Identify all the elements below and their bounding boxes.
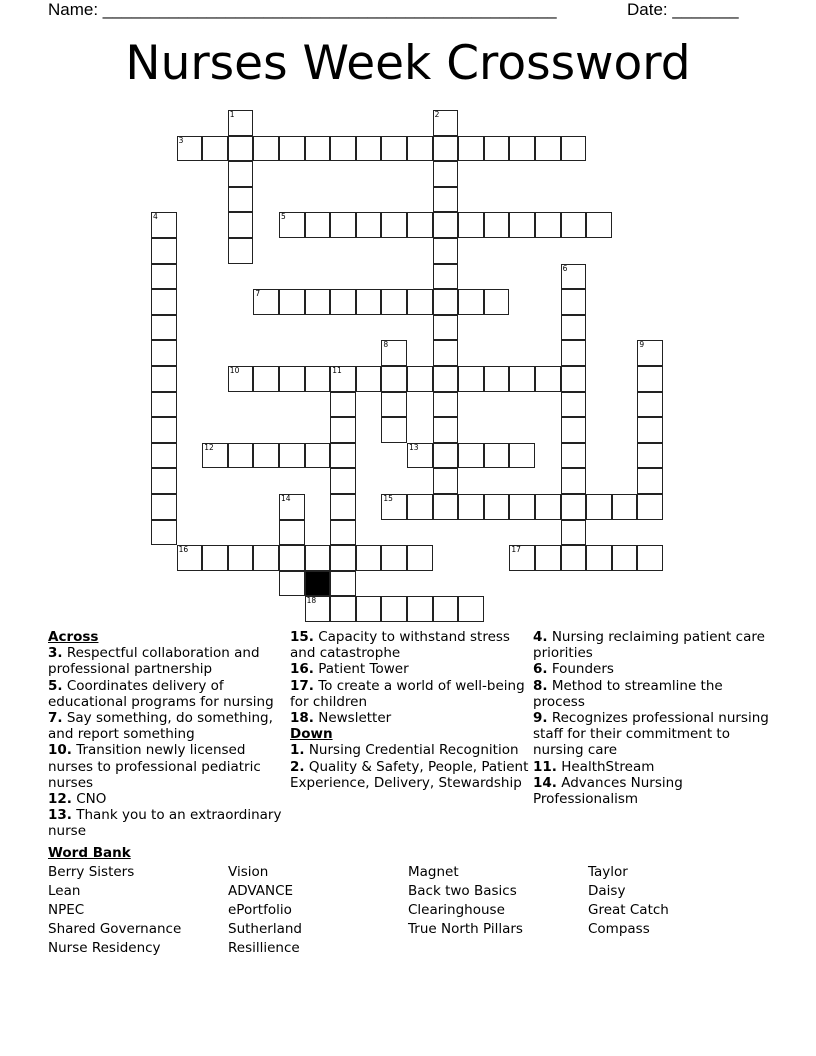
grid-cell[interactable] [458,366,484,392]
grid-cell[interactable] [381,494,407,520]
grid-cell[interactable] [330,289,356,315]
across-heading: Across [48,629,99,645]
grid-cell[interactable] [407,366,433,392]
grid-cell[interactable] [279,136,305,162]
clue-number: 1 [229,110,235,119]
grid-cell[interactable] [407,494,433,520]
clue-number: 15 [383,494,393,503]
grid-cell[interactable] [381,136,407,162]
grid-cell[interactable] [253,366,279,392]
grid-cell[interactable] [228,443,254,469]
word: Resillience [228,940,300,956]
black-cell [305,571,331,597]
grid-cell[interactable] [305,212,331,238]
clue: 1. Nursing Credential Recognition [290,742,519,759]
grid-cell[interactable] [151,520,177,546]
grid-cell[interactable] [484,136,510,162]
grid-cell[interactable] [279,443,305,469]
clue-number: 6 [562,263,568,273]
word: ePortfolio [228,902,292,918]
word: NPEC [48,902,85,918]
clue-number: 13 [409,442,419,452]
word: ADVANCE [228,883,294,899]
grid-cell[interactable] [509,366,535,392]
grid-cell[interactable] [433,212,459,238]
grid-cell[interactable] [433,161,459,187]
clue-number: 16 [178,545,189,555]
grid-cell[interactable] [330,494,356,520]
clue: 9. Recognizes professional nursing staff for their commitment to nursing care [533,710,769,759]
grid-cell[interactable] [407,136,433,162]
grid-cell[interactable] [407,545,433,571]
grid-cell[interactable] [433,366,459,392]
word-bank-column [48,863,181,958]
grid-cell[interactable] [305,596,331,622]
word: Vision [228,864,269,880]
grid-cell[interactable] [458,596,484,622]
grid-cell[interactable] [228,110,254,136]
grid-cell[interactable] [433,187,459,213]
grid-cell[interactable] [433,596,459,622]
grid-cell[interactable] [253,289,279,315]
grid-cell[interactable] [381,212,407,238]
grid-cell[interactable] [561,494,587,520]
grid-cell[interactable] [637,417,663,443]
clue: 16. Patient Tower [290,661,409,678]
clue-number: 10 [229,366,240,375]
grid-cell[interactable] [381,417,407,443]
grid-cell[interactable] [228,136,254,162]
grid-cell[interactable] [202,443,228,469]
grid-cell[interactable] [458,494,484,520]
word: Compass [588,921,650,937]
name-field[interactable]: Name: ________________________________________________ [48,0,557,19]
grid-cell[interactable] [561,417,587,443]
clue: 3. Respectful collaboration and professional partnership [48,645,260,678]
grid-cell[interactable] [433,468,459,494]
grid-cell[interactable] [381,366,407,392]
clue: 5. Coordinates delivery of educational programs for nursing [48,677,274,710]
grid-cell[interactable] [330,468,356,494]
grid-cell[interactable] [433,289,459,315]
word: Magnet [408,864,459,880]
grid-cell[interactable] [509,136,535,162]
word-bank-heading: Word Bank [48,845,131,861]
grid-cell[interactable] [151,315,177,341]
word: Back two Basics [408,883,517,899]
clue: 12. CNO [48,791,107,808]
grid-cell[interactable] [458,136,484,162]
grid-cell[interactable] [509,545,535,571]
clue-number: 14 [281,494,291,503]
grid-cell[interactable] [561,443,587,469]
grid-cell[interactable] [458,443,484,469]
grid-cell[interactable] [637,468,663,494]
clue: 8. Method to streamline the process [533,677,723,710]
grid-cell[interactable] [612,545,638,571]
grid-cell[interactable] [561,545,587,571]
word-bank-column [228,863,302,958]
grid-cell[interactable] [561,366,587,392]
grid-cell[interactable] [561,468,587,494]
grid-cell[interactable] [330,520,356,546]
clue-number: 5 [281,212,286,222]
date-field[interactable]: Date: _______ [627,0,739,19]
grid-cell[interactable] [356,596,382,622]
grid-cell[interactable] [228,238,254,264]
word-bank-column [408,863,523,939]
grid-cell[interactable] [305,289,331,315]
grid-cell[interactable] [637,392,663,418]
page-title: Nurses Week Crossword [125,36,691,91]
clue-number: 12 [204,442,214,452]
grid-cell[interactable] [433,264,459,290]
word: Berry Sisters [48,864,135,880]
word: Lean [48,883,81,899]
word: Taylor [588,864,628,880]
grid-cell[interactable] [407,443,433,469]
grid-cell[interactable] [356,545,382,571]
grid-cell[interactable] [253,545,279,571]
grid-cell[interactable] [330,417,356,443]
grid-cell[interactable] [586,545,612,571]
grid-cell[interactable] [535,212,561,238]
grid-cell[interactable] [151,417,177,443]
grid-cell[interactable] [279,520,305,546]
grid-cell[interactable] [561,340,587,366]
grid-cell[interactable] [433,392,459,418]
grid-cell[interactable] [228,366,254,392]
clue: 2. Quality & Safety, People, Patient Experience, Delivery, Stewardship [290,758,529,791]
grid-cell[interactable] [279,545,305,571]
clues-column-1 [48,629,288,840]
clue: 4. Nursing reclaiming patient care priorities [533,629,765,662]
grid-cell[interactable] [561,315,587,341]
grid-cell[interactable] [151,366,177,392]
grid-cell[interactable] [228,187,254,213]
grid-cell[interactable] [612,494,638,520]
grid-cell[interactable] [381,596,407,622]
grid-cell[interactable] [637,494,663,520]
grid-cell[interactable] [561,289,587,315]
clue: 11. HealthStream [533,758,655,775]
clue-number: 11 [332,366,342,375]
grid-cell[interactable] [381,289,407,315]
grid-cell[interactable] [509,212,535,238]
clue-number: 3 [178,135,184,145]
grid-cell[interactable] [151,392,177,418]
down-heading: Down [290,726,333,743]
grid-cell[interactable] [433,417,459,443]
grid-cell[interactable] [279,494,305,520]
grid-cell[interactable] [433,443,459,469]
grid-cell[interactable] [433,494,459,520]
clue-number: 9 [639,340,645,350]
grid-cell[interactable] [356,289,382,315]
clue: 10. Transition newly licensed nurses to professional pediatric nurses [48,742,261,791]
grid-cell[interactable] [535,136,561,162]
grid-cell[interactable] [484,289,510,315]
clue-number: 7 [255,289,261,299]
grid-cell[interactable] [381,340,407,366]
grid-cell[interactable] [407,289,433,315]
word: True North Pillars [408,921,523,937]
grid-cell[interactable] [433,110,459,136]
grid-cell[interactable] [356,366,382,392]
grid-cell[interactable] [484,366,510,392]
grid-cell[interactable] [151,340,177,366]
grid-cell[interactable] [433,315,459,341]
grid-cell[interactable] [407,212,433,238]
grid-cell[interactable] [202,136,228,162]
grid-cell[interactable] [330,212,356,238]
grid-cell[interactable] [381,545,407,571]
grid-cell[interactable] [535,494,561,520]
grid-cell[interactable] [279,571,305,597]
grid-cell[interactable] [509,494,535,520]
clue: 7. Say something, do something, and report something [48,710,273,743]
grid-cell[interactable] [177,136,203,162]
clue-number: 8 [383,340,389,350]
clue: 14. Advances Nursing Professionalism [533,774,683,808]
grid-cell[interactable] [202,545,228,571]
grid-cell[interactable] [433,136,459,162]
grid-cell[interactable] [330,366,356,392]
grid-cell[interactable] [151,238,177,264]
grid-cell[interactable] [561,136,587,162]
grid-cell[interactable] [151,212,177,238]
grid-cell[interactable] [151,443,177,469]
grid-cell[interactable] [253,443,279,469]
grid-cell[interactable] [228,545,254,571]
word: Great Catch [588,902,669,918]
grid-cell[interactable] [637,545,663,571]
word: Sutherland [228,921,302,937]
grid-cell[interactable] [637,366,663,392]
grid-cell[interactable] [561,392,587,418]
grid-cell[interactable] [484,443,510,469]
grid-cell[interactable] [177,545,203,571]
clue: 15. Capacity to withstand stress and catastrophe [290,629,510,662]
grid-cell[interactable] [151,264,177,290]
clues-column-3 [533,629,773,807]
clue-number: 2 [434,110,440,119]
grid-cell[interactable] [407,596,433,622]
grid-cell[interactable] [586,494,612,520]
clue: 17. To create a world of well-being for children [290,677,525,710]
clues-column-2 [290,629,530,791]
grid-cell[interactable] [356,212,382,238]
grid-cell[interactable] [637,340,663,366]
clue-number: 17 [511,545,521,555]
clue: 6. Founders [533,661,614,678]
grid-cell[interactable] [561,520,587,546]
grid-cell[interactable] [458,212,484,238]
grid-cell[interactable] [484,494,510,520]
clue: 18. Newsletter [290,710,392,727]
grid-cell[interactable] [330,571,356,597]
grid-cell[interactable] [535,366,561,392]
clue-number: 18 [306,596,317,606]
grid-cell[interactable] [305,136,331,162]
grid-cell[interactable] [561,264,587,290]
grid-cell[interactable] [484,212,510,238]
grid-cell[interactable] [305,443,331,469]
grid-cell[interactable] [330,136,356,162]
grid-cell[interactable] [586,212,612,238]
grid-cell[interactable] [253,136,279,162]
grid-cell[interactable] [228,212,254,238]
word-bank-column [588,863,669,939]
grid-cell[interactable] [228,161,254,187]
grid-cell[interactable] [330,443,356,469]
clue-number: 4 [153,212,158,222]
word: Nurse Residency [48,940,161,956]
grid-cell[interactable] [279,212,305,238]
grid-cell[interactable] [433,238,459,264]
grid-cell[interactable] [305,545,331,571]
grid-cell[interactable] [381,392,407,418]
clue: 13. Thank you to an extraordinary nurse [48,807,282,840]
word: Clearinghouse [408,902,505,918]
grid-cell[interactable] [330,596,356,622]
grid-cell[interactable] [561,212,587,238]
grid-cell[interactable] [330,545,356,571]
grid-cell[interactable] [279,366,305,392]
grid-cell[interactable] [637,443,663,469]
word: Daisy [588,883,626,899]
grid-cell[interactable] [356,136,382,162]
grid-cell[interactable] [151,494,177,520]
grid-cell[interactable] [433,340,459,366]
grid-cell[interactable] [535,545,561,571]
word: Shared Governance [48,921,182,937]
grid-cell[interactable] [330,392,356,418]
grid-cell[interactable] [279,289,305,315]
grid-cell[interactable] [151,289,177,315]
grid-cell[interactable] [151,468,177,494]
grid-cell[interactable] [458,289,484,315]
grid-cell[interactable] [305,366,331,392]
grid-cell[interactable] [509,443,535,469]
